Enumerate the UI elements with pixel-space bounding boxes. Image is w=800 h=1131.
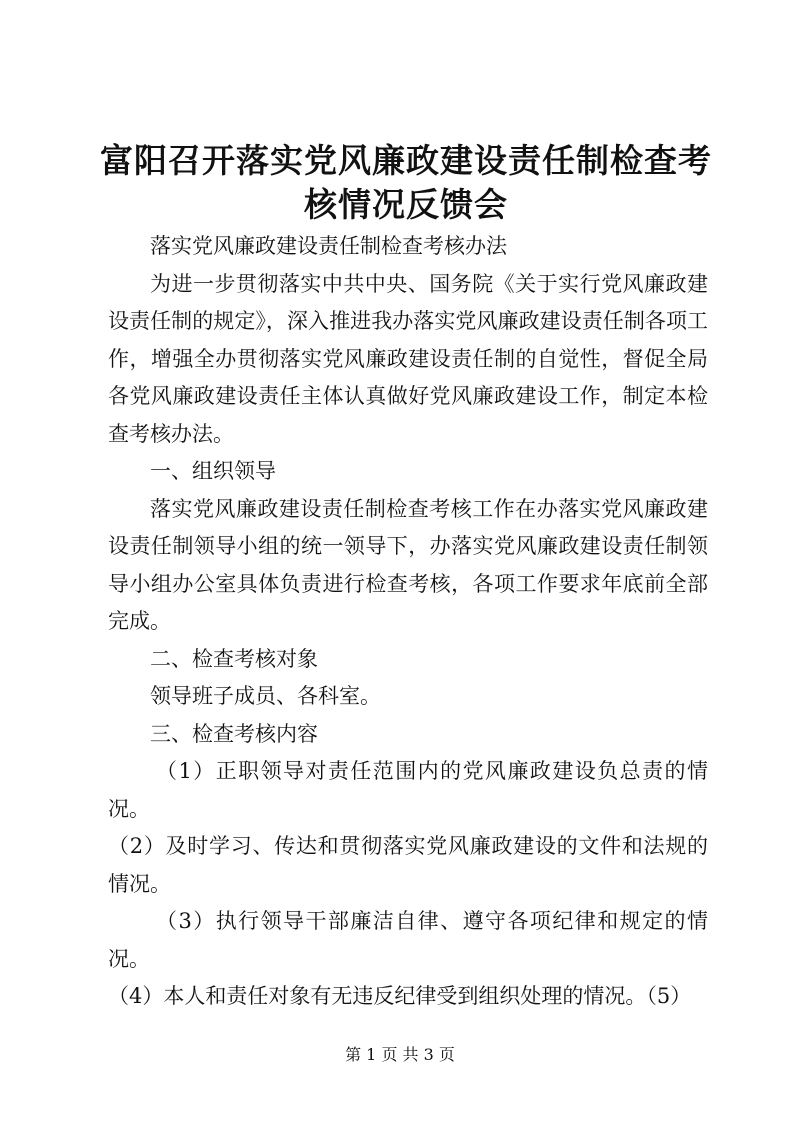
section-heading-targets: 二、检查考核对象 — [150, 646, 318, 671]
paragraph-organization: 落实党风廉政建设责任制检查考核工作在办落实党风廉政建设责任制领导小组的统一领导下，办落实党风廉政建设责任制领导小组办公室具体负责进行检查考核，各项工作要求年底前全部完成。 — [108, 496, 708, 633]
paragraph-subtitle: 落实党风廉政建设责任制检查考核办法 — [150, 234, 507, 258]
page-number: 第 1 页 共 3 页 — [345, 1045, 455, 1064]
content-item-2: （2）及时学习、传达和贯彻落实党风廉政建设的文件和法规的情况。 — [108, 834, 708, 896]
section-heading-content: 三、检查考核内容 — [150, 721, 318, 746]
paragraph-intro: 为进一步贯彻落实中共中央、国务院《关于实行党风廉政建设责任制的规定》，深入推进我办落实党风廉政建设责任制各项工作，增强全办贯彻落实党风廉政建设责任制的自觉性，督促全局各党风廉政建设责任主体认真做好党风廉政建设工作，制定本检查考核办法。 — [108, 271, 708, 446]
document-title: 富阳召开落实党风廉政建设责任制检查考核情况反馈会 — [100, 141, 712, 224]
paragraph-targets: 领导班子成员、各科室。 — [150, 684, 381, 708]
content-item-4: （4）本人和责任对象有无违反纪律受到组织处理的情况。（5） — [108, 984, 692, 1008]
section-heading-organization: 一、组织领导 — [150, 459, 276, 483]
content-item-1: （1）正职领导对责任范围内的党风廉政建设负总责的情况。 — [108, 759, 708, 821]
document-body — [108, 228, 708, 1016]
content-item-3: （3）执行领导干部廉洁自律、遵守各项纪律和规定的情况。 — [108, 909, 708, 971]
